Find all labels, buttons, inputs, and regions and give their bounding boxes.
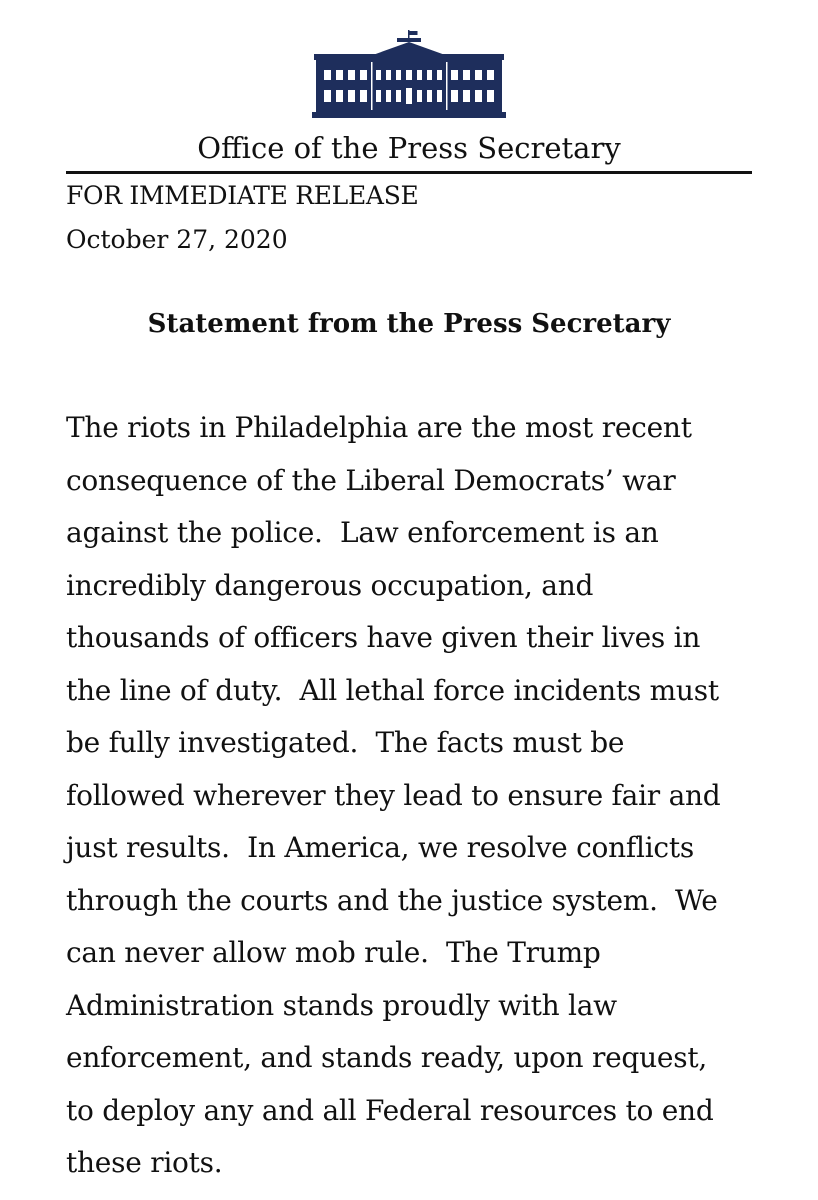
- statement-line: Administration stands proudly with law: [66, 988, 617, 1022]
- statement-line: just results. In America, we resolve conflicts: [66, 831, 694, 864]
- statement-line: against the police. Law enforcement is an: [66, 516, 659, 549]
- white-house-icon: [312, 30, 506, 118]
- statement-line: enforcement, and stands ready, upon request,: [66, 1041, 707, 1074]
- statement-line: to deploy any and all Federal resources to end: [66, 1093, 714, 1127]
- statement-line: consequence of the Liberal Democrats’ war: [66, 463, 676, 497]
- statement-line: through the courts and the justice system. We: [66, 883, 718, 917]
- release-date: October 27, 2020: [66, 225, 288, 254]
- statement-line: incredibly dangerous occupation, and: [66, 568, 594, 602]
- statement-heading: Statement from the Press Secretary: [147, 309, 671, 339]
- release-label: FOR IMMEDIATE RELEASE: [66, 181, 419, 210]
- statement-line: The riots in Philadelphia are the most recent: [66, 411, 692, 444]
- statement-line: these riots.: [66, 1146, 223, 1179]
- statement-body: [66, 402, 766, 1190]
- header-divider: [66, 171, 752, 174]
- statement-line: can never allow mob rule. The Trump: [66, 936, 601, 969]
- office-title: Office of the Press Secretary: [197, 131, 621, 165]
- statement-line: the line of duty. All lethal force incidents must: [66, 673, 719, 707]
- statement-line: thousands of officers have given their lives in: [66, 621, 701, 654]
- statement-line: followed wherever they lead to ensure fair and: [66, 778, 721, 812]
- statement-line: be fully investigated. The facts must be: [66, 726, 625, 759]
